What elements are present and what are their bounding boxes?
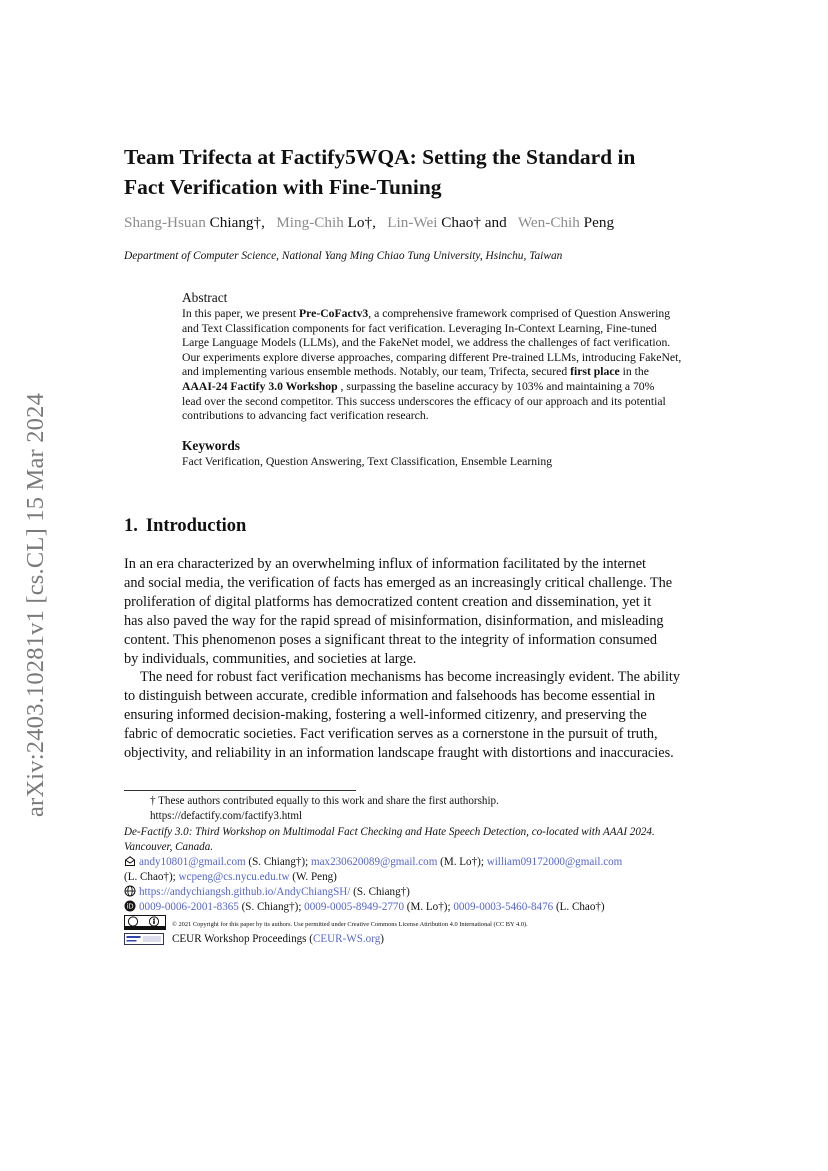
cc-by-license-icon	[124, 915, 166, 930]
author-mark: †	[364, 214, 373, 231]
email-link[interactable]: andy10801@gmail.com	[139, 856, 246, 868]
abstract-text: in the	[619, 365, 649, 379]
author-2	[276, 214, 383, 231]
section-heading	[124, 516, 246, 537]
abstract-line: contributions to advancing fact verification research.	[182, 409, 429, 423]
abstract-text: , surpassing the baseline accuracy by 103% and maintaining a 70%	[337, 379, 655, 393]
abstract-line	[182, 307, 712, 322]
keywords-heading: Keywords	[182, 438, 241, 453]
author-family-name: Peng	[583, 214, 615, 231]
intro-line: The need for robust fact verification mechanisms has become increasingly evident. The ability	[140, 669, 681, 686]
author-given-name: Lin-Wei	[387, 214, 438, 231]
introduction-body	[124, 555, 714, 763]
ceur-text: )	[380, 933, 384, 945]
abstract-line	[182, 365, 712, 380]
first-place-emphasis: first place	[570, 365, 620, 379]
orcid-icon	[124, 900, 136, 912]
orcid-owner: (S. Chiang†);	[238, 901, 305, 913]
homepage-owner: (S. Chiang†)	[350, 886, 410, 898]
copyright-line	[124, 915, 528, 932]
arxiv-stamp	[24, 362, 48, 848]
orcid-owner: (M. Lo†);	[404, 901, 454, 913]
author-1	[124, 214, 273, 231]
workshop-name: AAAI-24 Factify 3.0 Workshop	[182, 379, 338, 393]
ceur-link[interactable]: CEUR-WS.org	[312, 933, 381, 945]
author-family-name: Lo	[347, 214, 365, 231]
affiliation: Department of Computer Science, National Yang Ming Chiao Tung University, Hsinchu, Taiwan	[124, 250, 563, 262]
footnote-url[interactable]: https://defactify.com/factify3.html	[150, 810, 303, 822]
footnote-equal-contribution: † These authors contributed equally to this work and share the first authorship.	[150, 795, 499, 807]
orcid-link[interactable]: 0009-0003-5460-8476	[453, 901, 554, 913]
email-owner: (W. Peng)	[289, 871, 337, 883]
email-owner: (M. Lo†);	[437, 856, 487, 868]
author-family-name: Chao	[441, 214, 474, 231]
intro-line: content. This phenomenon poses a significant threat to the integrity of information consumed	[124, 631, 657, 648]
homepage-link[interactable]: https://andychiangsh.github.io/AndyChiangSH/	[139, 886, 351, 898]
email-link[interactable]: william09172000@gmail.com	[486, 856, 623, 868]
abstract-line: Large Language Models (LLMs), and the FakeNet model, we address the challenges of fact verification.	[182, 336, 671, 350]
envelope-icon	[124, 855, 136, 867]
ceur-logo-icon	[124, 933, 164, 945]
intro-line: to distinguish between accurate, credible information and falsehoods has become essential in	[124, 688, 656, 705]
intro-line: by individuals, communities, and societies at large.	[124, 650, 417, 667]
author-3	[387, 214, 514, 231]
email-link[interactable]: wcpeng@cs.nycu.edu.tw	[178, 871, 290, 883]
abstract-line: and Text Classification components for fact verification. Leveraging In-Context Learning, Fine-tuned	[182, 321, 657, 335]
abstract-heading: Abstract	[182, 290, 228, 305]
section-title: Introduction	[145, 516, 247, 536]
email-owner: (S. Chiang†);	[245, 856, 311, 868]
author-separator: and	[480, 214, 515, 231]
arxiv-stamp-text: arXiv:2403.10281v1 [cs.CL] 15 Mar 2024	[22, 392, 49, 818]
framework-name: Pre-CoFactv3	[299, 307, 369, 320]
globe-icon	[124, 885, 136, 897]
abstract-text: In this paper, we present	[182, 307, 300, 320]
author-separator: ,	[261, 214, 273, 231]
author-given-name: Wen-Chih	[517, 214, 580, 231]
author-given-name: Shang-Hsuan	[124, 214, 206, 231]
paper-title	[124, 142, 724, 202]
orcid-line	[124, 900, 605, 914]
intro-line: has also paved the way for the rapid spread of misinformation, disinformation, and misleading	[124, 612, 664, 629]
abstract-line	[182, 380, 712, 395]
ceur-text: CEUR Workshop Proceedings (	[172, 933, 313, 945]
author-family-name: Chiang	[209, 214, 254, 231]
orcid-link[interactable]: 0009-0006-2001-8365	[139, 901, 239, 913]
intro-line: objectivity, and reliability in an information landscape fraught with distortions and inaccuracies.	[124, 745, 674, 762]
email-link[interactable]: max230620089@gmail.com	[310, 856, 438, 868]
author-mark: †	[473, 214, 481, 231]
abstract-line: lead over the second competitor. This success underscores the efficacy of our approach and its potential	[182, 394, 666, 408]
venue-line-2: Vancouver, Canada.	[124, 841, 214, 853]
abstract-text: and implementing various ensemble methods. Notably, our team, Trifecta, secured	[182, 365, 571, 379]
email-line-continued	[124, 870, 337, 884]
abstract-text: , a comprehensive framework comprised of Question Answering	[368, 307, 671, 320]
orcid-owner: (L. Chao†)	[553, 901, 605, 913]
author-separator: ,	[372, 214, 384, 231]
intro-line: proliferation of digital platforms has democratized content creation and dissemination, yet it	[124, 593, 652, 610]
keywords-list: Fact Verification, Question Answering, Text Classification, Ensemble Learning	[182, 455, 553, 468]
abstract-body	[182, 307, 712, 424]
ceur-line	[124, 932, 384, 946]
author-given-name: Ming-Chih	[276, 214, 344, 231]
intro-line: ensuring informed decision-making, fostering a well-informed citizenry, and preserving the	[124, 707, 647, 724]
svg-text:iD: iD	[126, 902, 134, 911]
author-4	[518, 214, 614, 231]
intro-line: In an era characterized by an overwhelming influx of information facilitated by the internet	[124, 556, 647, 572]
title-line-1: Team Trifecta at Factify5WQA: Setting the Standard in	[124, 145, 636, 169]
email-owner: (L. Chao†);	[124, 871, 179, 883]
copyright-notice: © 2021 Copyright for this paper by its authors. Use permitted under Creative Commons License Attribution 4.0 International (CC BY 4.0).	[172, 921, 528, 928]
title-line-2: Fact Verification with Fine-Tuning	[124, 175, 442, 199]
email-line	[124, 855, 622, 869]
venue-line-1: De-Factify 3.0: Third Workshop on Multimodal Fact Checking and Hate Speech Detection, co-located with AAAI 2024.	[124, 826, 655, 838]
orcid-link[interactable]: 0009-0005-8949-2770	[304, 901, 405, 913]
homepage-line	[124, 885, 410, 899]
abstract-line: Our experiments explore diverse approaches, comparing different Pre-trained LLMs, introducing FakeNet,	[182, 350, 682, 364]
intro-line: fabric of democratic societies. Fact verification serves as a cornerstone in the pursuit of truth,	[124, 726, 658, 743]
intro-line: and social media, the verification of facts has emerged as an increasingly critical challenge. The	[124, 574, 673, 591]
section-number: 1.	[124, 516, 138, 536]
author-list	[124, 214, 724, 232]
author-mark: †	[253, 214, 262, 231]
footnote-rule	[124, 790, 356, 791]
